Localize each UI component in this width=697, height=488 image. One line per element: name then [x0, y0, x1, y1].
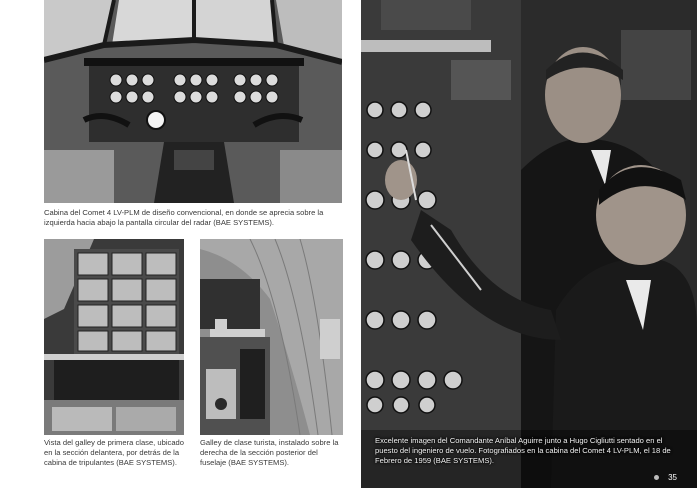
flight-engineer-photo: [361, 0, 697, 488]
flight-engineer-caption: Excelente imagen del Comandante Aníbal Aguirre junto a Hugo Cigliutti sentado en el puesto del ingeniero de vuelo. Fotografiados en la cabina del Comet 4 LV-PLM, el 18 de Febrero de 1959 (BAE SYSTEMS).: [375, 436, 671, 465]
tourist-galley-photo: [200, 239, 343, 435]
cockpit-caption: Cabina del Comet 4 LV-PLM de diseño convencional, en donde se aprecia sobre la izquierda hacia abajo la pantalla circular del radar (BAE SYSTEMS).: [44, 208, 324, 227]
cockpit-photo: [44, 0, 342, 203]
page-marker-dot: [654, 475, 659, 480]
tourist-galley-caption: Galley de clase turista, instalado sobre la derecha de la sección posterior del fuselaje (BAE SYSTEMS).: [200, 438, 339, 467]
right-page: [361, 0, 697, 488]
page-number: 35: [668, 473, 677, 482]
first-class-galley-photo: [44, 239, 184, 435]
first-class-galley-caption: Vista del galley de primera clase, ubicado en la sección delantera, por detrás de la cabina de tripulantes (BAE SYSTEMS).: [44, 438, 185, 467]
